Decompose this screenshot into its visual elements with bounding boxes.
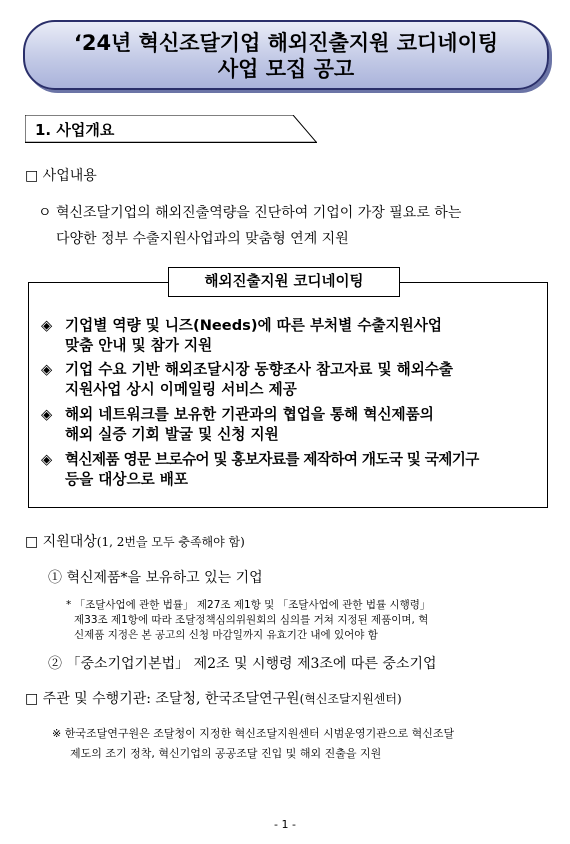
coordinating-item-line2: 지원사업 상시 이메일링 서비스 제공 [65, 381, 297, 398]
target-footnote-2: 제33조 제1항에 따라 조달정책심의위원회의 심의를 거쳐 지정된 제품이며, 혁 [74, 614, 429, 626]
coordinating-item [41, 450, 535, 490]
coordinating-item-line2: 등을 대상으로 배포 [65, 471, 188, 488]
organizer-remark-2: 제도의 조기 정착, 혁신기업의 공공조달 진입 및 해외 진출을 지원 [70, 747, 382, 760]
target-footnote-3: 신제품 지정은 본 공고의 신청 마감일까지 유효기간 내에 있어야 함 [74, 629, 378, 641]
coordinating-item-line2: 해외 실증 기회 발굴 및 신청 지원 [65, 426, 279, 443]
section-heading [25, 115, 317, 143]
coordinating-item-line1: 기업 수요 기반 해외조달시장 동향조사 참고자료 및 해외수출 [65, 361, 454, 378]
organizer-label-text: □ 주관 및 수행기관: 조달청, 한국조달연구원 [25, 691, 300, 707]
diamond-bullet-icon: ◈ [41, 317, 53, 334]
coordinating-item [41, 405, 535, 445]
title-line-1: ‘24년 혁신조달기업 해외진출지원 코디네이팅 [73, 31, 499, 55]
diamond-bullet-icon: ◈ [41, 406, 53, 423]
organizer-remark-1: ※ 한국조달연구원은 조달청이 지정한 혁신조달지원센터 시범운영기관으로 혁신조달 [52, 727, 455, 740]
section-heading-text: 1. 사업개요 [35, 121, 115, 139]
coordinating-item-line1: 해외 네트워크를 보유한 기관과의 협업을 통해 혁신제품의 [65, 406, 434, 423]
organizer-label [25, 688, 402, 708]
coordinating-item-line1: 기업별 역량 및 니즈(Needs)에 따른 부처별 수출지원사업 [65, 317, 442, 334]
coordinating-item-line1: 혁신제품 영문 브로슈어 및 홍보자료를 제작하여 개도국 및 국제기구 [65, 451, 479, 468]
target-label-text: □ 지원대상 [25, 534, 97, 550]
title-banner [23, 20, 549, 90]
target-item-1: ① 혁신제품*을 보유하고 있는 기업 [48, 570, 263, 586]
coordinating-item [41, 360, 535, 400]
target-item-2: ② 「중소기업기본법」 제2조 및 시행령 제3조에 따른 중소기업 [48, 656, 437, 672]
coordinating-item-line2: 맞춤 안내 및 참가 지원 [65, 337, 213, 354]
overview-text-2: 다양한 정부 수출지원사업과의 맞춤형 연계 지원 [56, 231, 349, 247]
coordinating-box-title: 해외진출지원 코디네이팅 [168, 267, 400, 297]
page-number: - 1 - [274, 818, 296, 831]
coordinating-item [41, 316, 535, 356]
target-footnote-1: * 「조달사업에 관한 법률」 제27조 제1항 및 「조달사업에 관한 법률 시행령」 [66, 599, 431, 611]
overview-label: □ 사업내용 [25, 168, 97, 184]
coordinating-box [28, 282, 548, 508]
overview-text-1: ㅇ 혁신조달기업의 해외진출역량을 진단하여 기업이 가장 필요로 하는 [38, 205, 462, 221]
diamond-bullet-icon: ◈ [41, 361, 53, 378]
organizer-note: (혁신조달지원센터) [299, 692, 402, 706]
diamond-bullet-icon: ◈ [41, 451, 53, 468]
target-label [25, 531, 245, 551]
title-line-2: 사업 모집 공고 [217, 57, 355, 81]
target-note: (1, 2번을 모두 충족해야 함) [96, 535, 245, 549]
